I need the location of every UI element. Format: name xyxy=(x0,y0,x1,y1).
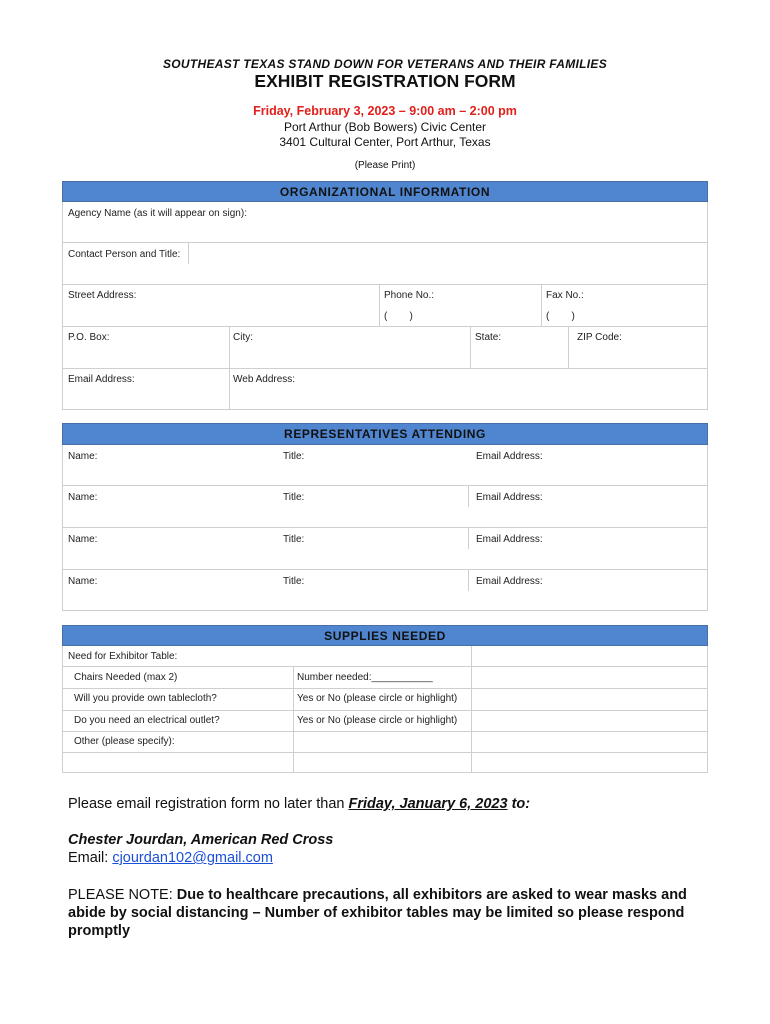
event-address: 3401 Cultural Center, Port Arthur, Texas xyxy=(279,135,491,149)
supplies-intro: Need for Exhibitor Table: xyxy=(68,651,178,662)
supply-item-tablecloth: Will you provide own tablecloth? xyxy=(74,693,217,704)
rep-1-email-label: Email Address: xyxy=(476,451,543,462)
rep-2-name-label: Name: xyxy=(68,492,98,503)
event-venue: Port Arthur (Bob Bowers) Civic Center xyxy=(283,120,487,134)
section-header-organizational: ORGANIZATIONAL INFORMATION xyxy=(62,181,708,202)
zip-code-label: ZIP Code: xyxy=(577,332,622,343)
deadline-line xyxy=(68,796,530,812)
deadline-date: Friday, January 6, 2023 xyxy=(348,796,508,812)
phone-label: Phone No.: xyxy=(384,290,435,301)
street-address-label: Street Address: xyxy=(68,290,137,301)
supply-answer-tablecloth[interactable]: Yes or No (please circle or highlight) xyxy=(297,693,458,704)
deadline-suffix: to: xyxy=(507,796,531,812)
supply-item-other: Other (please specify): xyxy=(74,736,175,747)
print-note: (Please Print) xyxy=(354,160,416,171)
deadline-prefix: Please email registration form no later than xyxy=(68,796,349,812)
contact-person-label: Contact Person and Title: xyxy=(68,249,181,260)
representatives-table xyxy=(62,445,708,611)
rep-3-email-label: Email Address: xyxy=(476,534,543,545)
email-prefix: Email: xyxy=(68,850,113,866)
contact-email-link[interactable]: cjourdan102@gmail.com xyxy=(112,850,273,866)
note-prefix: PLEASE NOTE: xyxy=(68,887,177,903)
city-label: City: xyxy=(233,332,253,343)
supply-answer-electrical[interactable]: Yes or No (please circle or highlight) xyxy=(297,715,458,726)
email-address-label: Email Address: xyxy=(68,374,135,385)
fax-label: Fax No.: xyxy=(546,290,584,301)
page-title: EXHIBIT REGISTRATION FORM xyxy=(254,71,516,91)
rep-4-name-label: Name: xyxy=(68,576,98,587)
please-note xyxy=(68,886,708,940)
contact-person-field[interactable] xyxy=(190,243,708,283)
street-address-field[interactable] xyxy=(62,302,378,324)
rep-2-title-label: Title: xyxy=(283,492,305,503)
supply-answer-chairs[interactable]: Number needed:___________ xyxy=(297,672,433,683)
rep-1-name-label: Name: xyxy=(68,451,98,462)
rep-4-title-label: Title: xyxy=(283,576,305,587)
contact-name: Chester Jourdan, American Red Cross xyxy=(68,832,334,848)
section-header-representatives: REPRESENTATIVES ATTENDING xyxy=(62,423,708,445)
phone-field[interactable]: ( ) xyxy=(384,311,413,322)
web-address-label: Web Address: xyxy=(233,374,296,385)
rep-4-email-label: Email Address: xyxy=(476,576,543,587)
supply-item-electrical: Do you need an electrical outlet? xyxy=(74,715,220,726)
supplies-table xyxy=(62,646,708,773)
rep-1-title-label: Title: xyxy=(283,451,305,462)
state-label: State: xyxy=(475,332,502,343)
rep-2-email-label: Email Address: xyxy=(476,492,543,503)
note-body: Due to healthcare precautions, all exhibitors are asked to wear masks and abide by social distancing – Number of exhibitor tables may be limited so please respond promptly xyxy=(68,887,687,939)
rep-3-title-label: Title: xyxy=(283,534,305,545)
event-date: Friday, February 3, 2023 – 9:00 am – 2:00 pm xyxy=(253,104,517,118)
fax-field[interactable]: ( ) xyxy=(546,311,575,322)
contact-email-line xyxy=(68,850,273,866)
rep-3-name-label: Name: xyxy=(68,534,98,545)
event-subtitle: SOUTHEAST TEXAS STAND DOWN FOR VETERANS AND THEIR FAMILIES xyxy=(162,57,608,71)
supply-answer-other[interactable] xyxy=(293,732,469,752)
agency-name-field[interactable] xyxy=(62,220,708,242)
po-box-label: P.O. Box: xyxy=(68,332,110,343)
supply-item-chairs: Chairs Needed (max 2) xyxy=(74,672,178,683)
section-header-supplies: SUPPLIES NEEDED xyxy=(62,625,708,646)
agency-name-label: Agency Name (as it will appear on sign): xyxy=(68,208,247,219)
